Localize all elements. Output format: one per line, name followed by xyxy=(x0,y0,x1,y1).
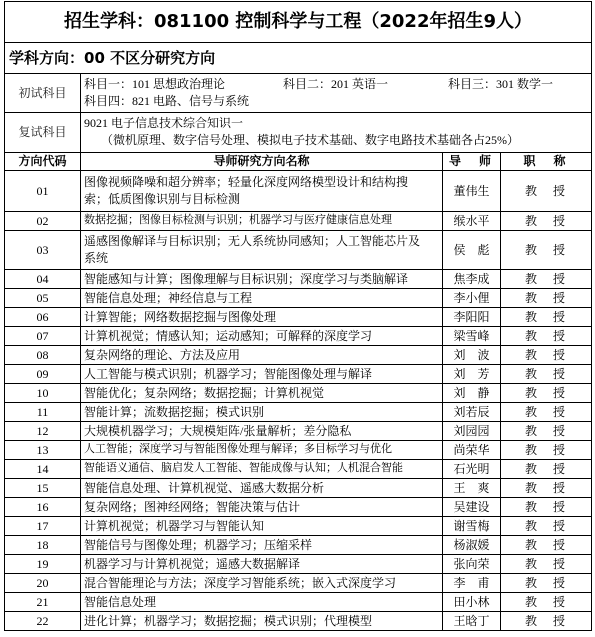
research-direction: 智能计算；流数据挖掘；模式识别 xyxy=(81,403,443,422)
research-direction: 智能优化；复杂网络；数据挖掘；计算机视觉 xyxy=(81,384,443,403)
advisor-name: 谢雪梅 xyxy=(443,517,501,536)
direction-code: 05 xyxy=(5,289,81,308)
retest-exam-label: 复试科目 xyxy=(5,113,81,153)
direction-code: 10 xyxy=(5,384,81,403)
advisor-title: 教 授 xyxy=(501,555,592,574)
direction-code: 06 xyxy=(5,308,81,327)
direction-code: 21 xyxy=(5,593,81,612)
advisor-title: 教 授 xyxy=(501,593,592,612)
retest-subject: 9021 电子信息技术综合知识一 xyxy=(84,116,244,130)
direction-code: 12 xyxy=(5,422,81,441)
research-direction: 智能信息处理、计算机视觉、遥感大数据分析 xyxy=(81,479,443,498)
advisor-name: 缑水平 xyxy=(443,212,501,231)
table-row xyxy=(5,171,592,212)
research-direction: 大规模机器学习；大规模矩阵/张量解析；差分隐私 xyxy=(81,422,443,441)
advisor-name: 刘 芳 xyxy=(443,365,501,384)
direction-code: 16 xyxy=(5,498,81,517)
direction-code: 14 xyxy=(5,460,81,479)
table-row xyxy=(5,270,592,289)
retest-exam-content xyxy=(81,113,592,153)
table-row xyxy=(5,289,592,308)
research-direction xyxy=(81,231,443,270)
research-direction: 机器学习与计算机视觉；遥感大数据解译 xyxy=(81,555,443,574)
direction-code: 15 xyxy=(5,479,81,498)
table-row xyxy=(5,231,592,270)
discipline-direction: 学科方向：00 不区分研究方向 xyxy=(5,43,592,74)
initial-exam-label: 初试科目 xyxy=(5,74,81,113)
advisor-title: 教 授 xyxy=(501,289,592,308)
subject-2: 科目二：201 英语一 xyxy=(283,77,389,91)
advisor-title: 教 授 xyxy=(501,231,592,270)
research-direction: 进化计算；机器学习；数据挖掘；模式识别；代理模型 xyxy=(81,612,443,631)
direction-code: 17 xyxy=(5,517,81,536)
advisor-name: 李 甫 xyxy=(443,574,501,593)
advisor-name: 梁雪峰 xyxy=(443,327,501,346)
advisor-title: 教 授 xyxy=(501,422,592,441)
direction-code: 09 xyxy=(5,365,81,384)
advisor-title: 教 授 xyxy=(501,403,592,422)
direction-code: 01 xyxy=(5,171,81,212)
header-code: 方向代码 xyxy=(5,153,81,171)
direction-code: 08 xyxy=(5,346,81,365)
advisor-name: 刘园园 xyxy=(443,422,501,441)
table-row xyxy=(5,574,592,593)
advisor-name: 田小林 xyxy=(443,593,501,612)
research-direction: 计算机视觉；情感认知；运动感知；可解释的深度学习 xyxy=(81,327,443,346)
table-row xyxy=(5,422,592,441)
table-row xyxy=(5,612,592,631)
advisor-name: 王晗丁 xyxy=(443,612,501,631)
initial-exam-subjects xyxy=(81,74,592,113)
advisor-title: 教 授 xyxy=(501,346,592,365)
table-row xyxy=(5,212,592,231)
table-row xyxy=(5,327,592,346)
research-direction: 智能信息处理 xyxy=(81,593,443,612)
research-direction-text: 遥感图像解译与目标识别；无人系统协同感知；人工智能芯片及系统 xyxy=(84,234,421,265)
table-row xyxy=(5,593,592,612)
table-header-row xyxy=(5,153,592,171)
research-direction: 数据挖掘；图像目标检测与识别；机器学习与医疗健康信息处理 xyxy=(81,212,443,231)
subject-3: 科目三：301 数学一 xyxy=(448,77,554,91)
direction-code: 07 xyxy=(5,327,81,346)
advisor-name: 张向荣 xyxy=(443,555,501,574)
advisor-name: 杨淑媛 xyxy=(443,536,501,555)
advisor-title: 教 授 xyxy=(501,171,592,212)
advisor-name: 刘 波 xyxy=(443,346,501,365)
table-row xyxy=(5,536,592,555)
direction-code: 20 xyxy=(5,574,81,593)
table-row xyxy=(5,308,592,327)
research-direction: 人工智能；深度学习与智能图像处理与解译；多目标学习与优化 xyxy=(81,441,443,460)
advisor-title: 教 授 xyxy=(501,479,592,498)
advisor-title: 教 授 xyxy=(501,612,592,631)
advisor-name: 李阳阳 xyxy=(443,308,501,327)
table-row xyxy=(5,517,592,536)
header-title: 职 称 xyxy=(501,153,592,171)
table-row xyxy=(5,384,592,403)
initial-subjects-line-1 xyxy=(84,76,588,93)
direction-code: 19 xyxy=(5,555,81,574)
table-row xyxy=(5,365,592,384)
advisor-name: 王 爽 xyxy=(443,479,501,498)
research-direction: 智能信息处理；神经信息与工程 xyxy=(81,289,443,308)
direction-code: 11 xyxy=(5,403,81,422)
advisor-title: 教 授 xyxy=(501,536,592,555)
table-row xyxy=(5,555,592,574)
advisor-title: 教 授 xyxy=(501,460,592,479)
research-direction: 计算智能；网络数据挖掘与图像处理 xyxy=(81,308,443,327)
advisor-name: 李小俚 xyxy=(443,289,501,308)
research-direction: 复杂网络的理论、方法及应用 xyxy=(81,346,443,365)
advisor-name: 焦李成 xyxy=(443,270,501,289)
advisor-title: 教 授 xyxy=(501,574,592,593)
research-direction: 复杂网络；图神经网络；智能决策与估计 xyxy=(81,498,443,517)
research-direction: 智能信号与图像处理；机器学习；压缩采样 xyxy=(81,536,443,555)
direction-code: 18 xyxy=(5,536,81,555)
research-direction: 混合智能理论与方法；深度学习智能系统；嵌入式深度学习 xyxy=(81,574,443,593)
table-row xyxy=(5,479,592,498)
table-row xyxy=(5,403,592,422)
advisor-name: 刘若辰 xyxy=(443,403,501,422)
table-row xyxy=(5,460,592,479)
advisor-title: 教 授 xyxy=(501,212,592,231)
retest-exam-row xyxy=(5,113,592,153)
table-row xyxy=(5,346,592,365)
retest-subject-detail: （微机原理、数字信号处理、模拟电子技术基础、数字电路技术基础各占25%） xyxy=(101,133,519,147)
advisor-title: 教 授 xyxy=(501,270,592,289)
advisor-name: 吴建设 xyxy=(443,498,501,517)
advisor-title: 教 授 xyxy=(501,384,592,403)
advisor-title: 教 授 xyxy=(501,498,592,517)
page-title: 招生学科：081100 控制科学与工程（2022年招生9人） xyxy=(5,2,592,43)
advisor-title: 教 授 xyxy=(501,517,592,536)
direction-code: 03 xyxy=(5,231,81,270)
advisor-title: 教 授 xyxy=(501,365,592,384)
advisor-name: 石光明 xyxy=(443,460,501,479)
advisor-title: 教 授 xyxy=(501,327,592,346)
header-advisor: 导 师 xyxy=(443,153,501,171)
advisor-name: 刘 静 xyxy=(443,384,501,403)
direction-code: 13 xyxy=(5,441,81,460)
initial-exam-row xyxy=(5,74,592,113)
research-direction: 智能感知与计算；图像理解与目标识别；深度学习与类脑解译 xyxy=(81,270,443,289)
advisor-title: 教 授 xyxy=(501,308,592,327)
advisor-title: 教 授 xyxy=(501,441,592,460)
subject-1: 科目一：101 思想政治理论 xyxy=(84,77,226,91)
research-direction: 人工智能与模式识别；机器学习；智能图像处理与解译 xyxy=(81,365,443,384)
admission-table xyxy=(4,1,592,631)
discipline-direction-row xyxy=(5,43,592,74)
title-row xyxy=(5,2,592,43)
table-row xyxy=(5,498,592,517)
research-direction: 智能语义通信、脑启发人工智能、智能成像与认知；人机混合智能 xyxy=(81,460,443,479)
header-direction: 导师研究方向名称 xyxy=(81,153,443,171)
advisor-name: 尚荣华 xyxy=(443,441,501,460)
direction-code: 02 xyxy=(5,212,81,231)
table-row xyxy=(5,441,592,460)
research-direction xyxy=(81,171,443,212)
direction-code: 22 xyxy=(5,612,81,631)
advisor-name: 侯 彪 xyxy=(443,231,501,270)
research-direction-text: 图像视频降噪和超分辨率；轻量化深度网络模型设计和结构搜索；低质图像识别与目标检测 xyxy=(84,175,409,206)
direction-code: 04 xyxy=(5,270,81,289)
advisor-name: 董伟生 xyxy=(443,171,501,212)
subject-4: 科目四：821 电路、信号与系统 xyxy=(84,94,250,108)
research-direction: 计算机视觉；机器学习与智能认知 xyxy=(81,517,443,536)
